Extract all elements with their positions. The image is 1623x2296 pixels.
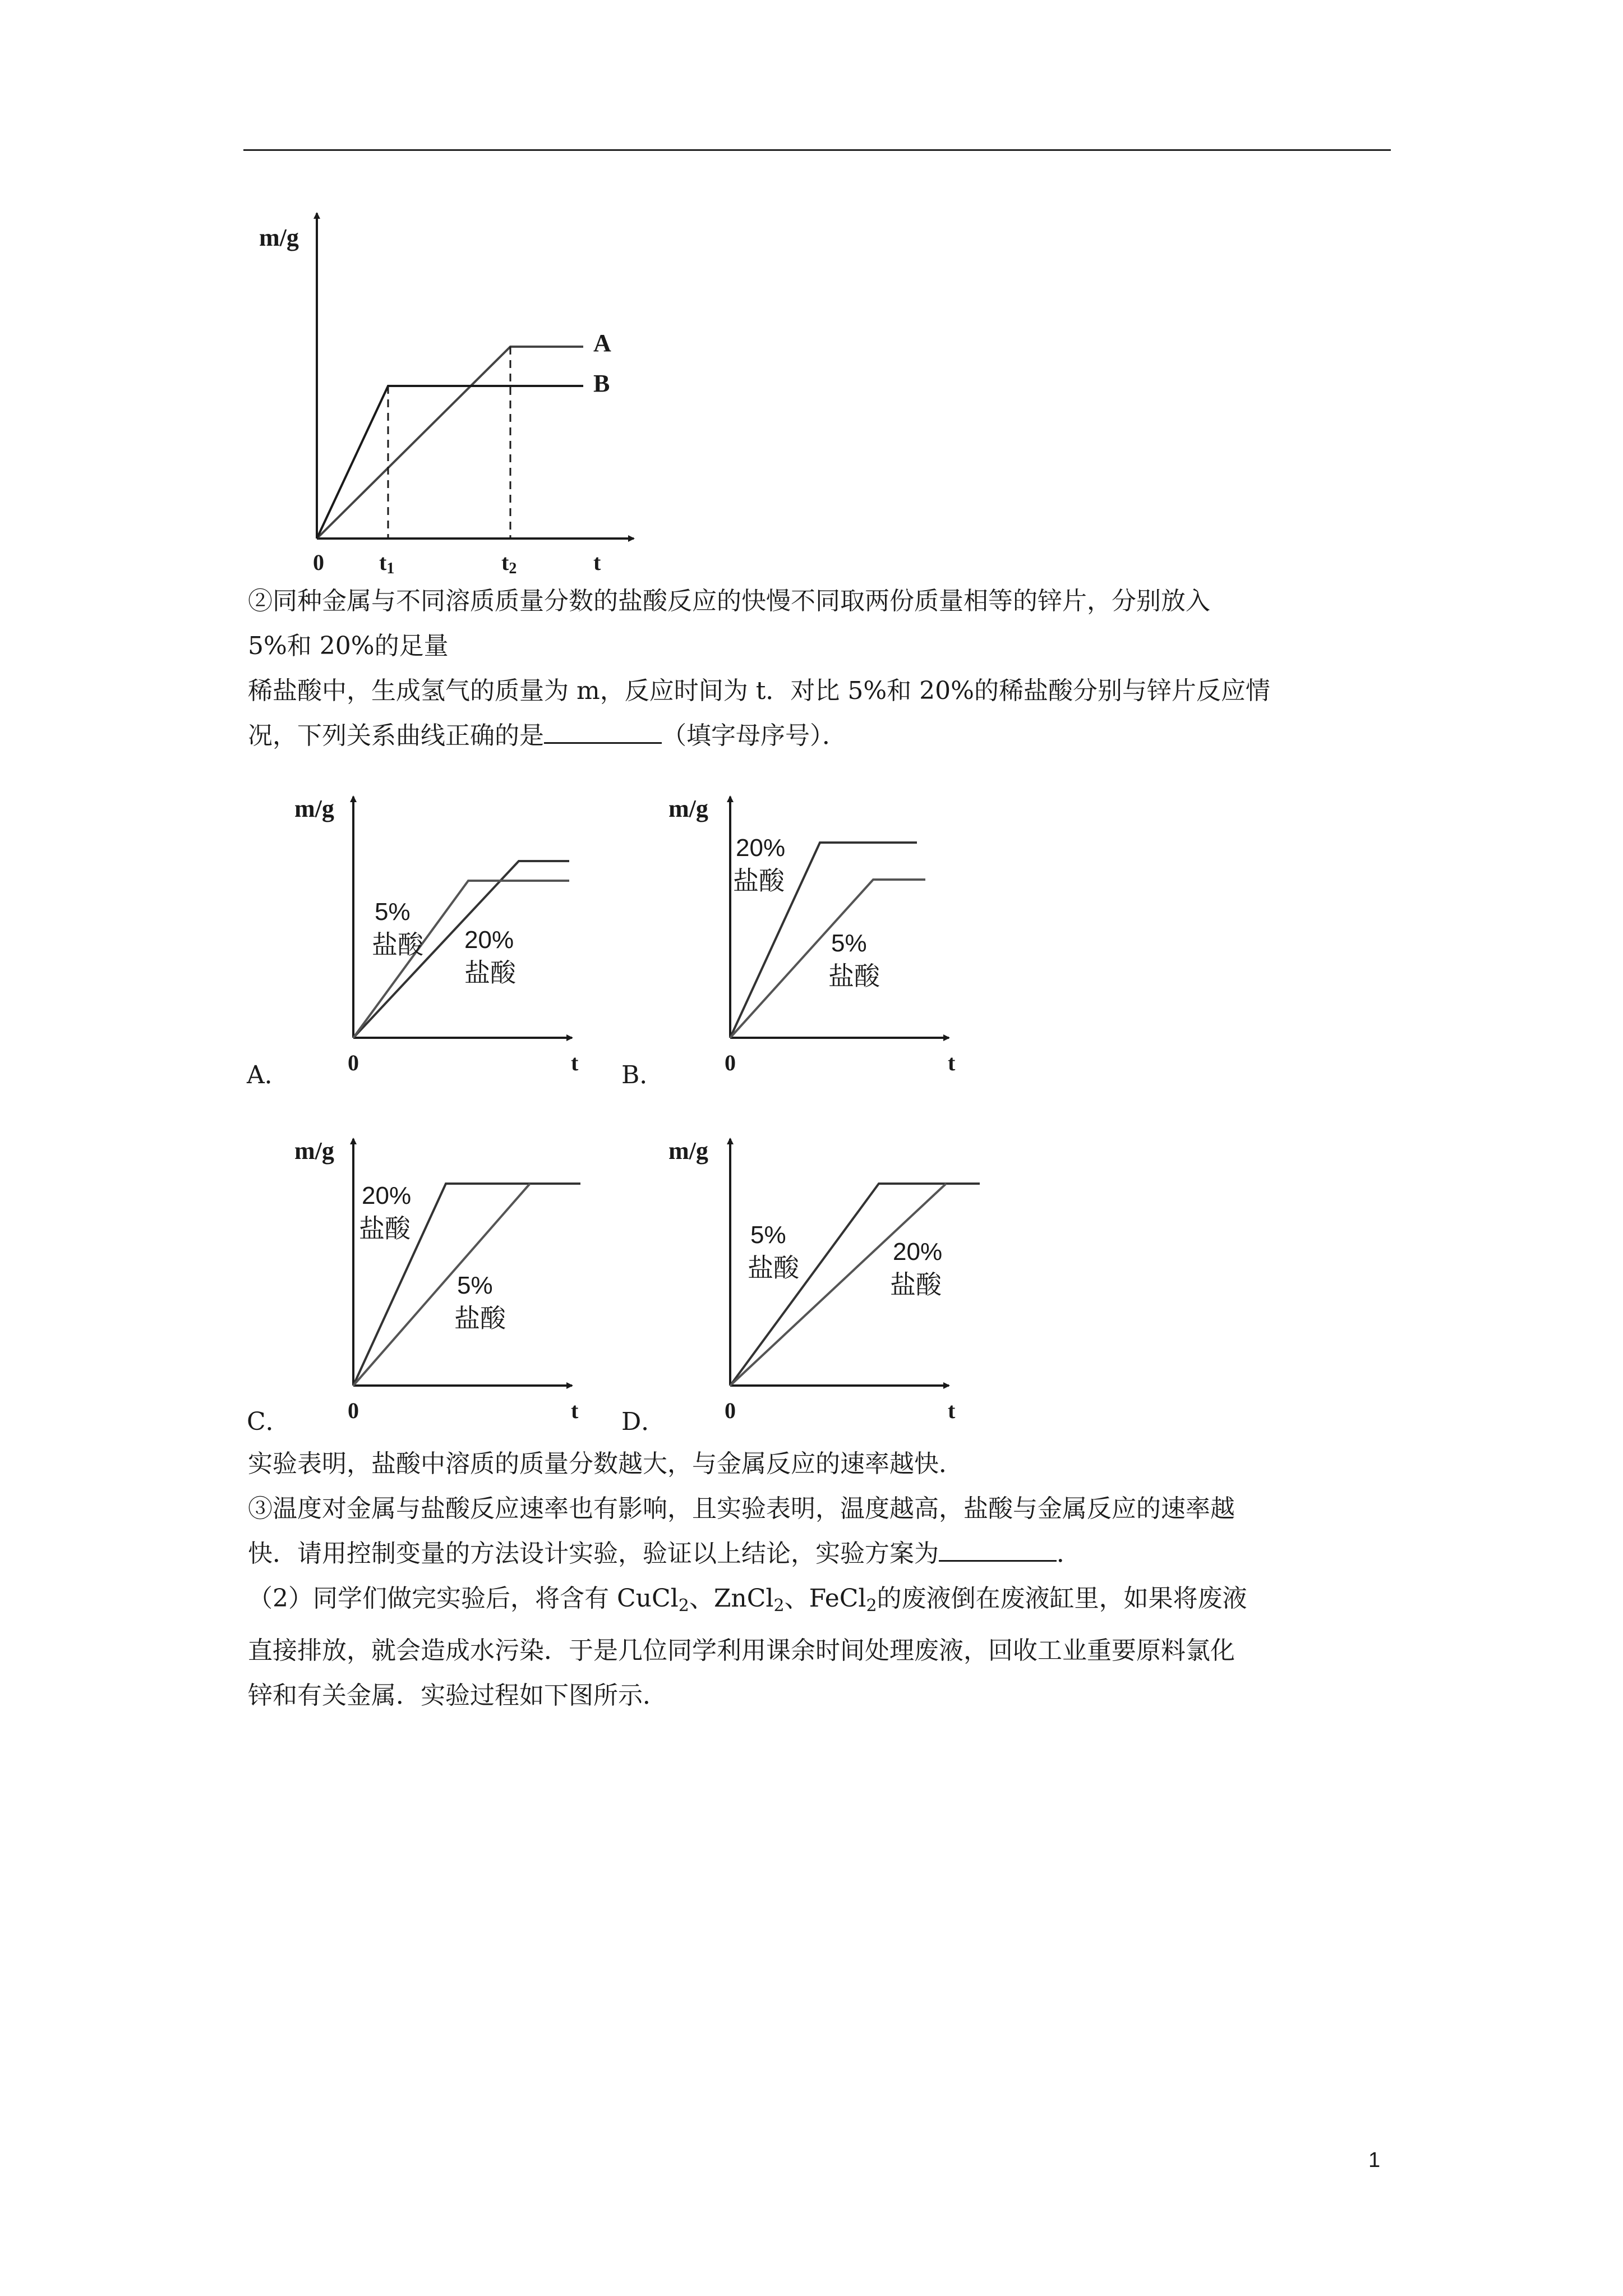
answer-blank-q3[interactable] [939, 1534, 1057, 1562]
option-b-label[interactable]: B． [621, 1061, 665, 1089]
q2-line-4: 况，下列关系曲线正确的是 （填字母序号）． [248, 714, 1392, 758]
y-axis-label: m/g [668, 795, 708, 822]
y-axis-label: m/g [294, 1137, 334, 1165]
page-number: 1 [1368, 2148, 1381, 2172]
figure-mass-vs-time-ab [247, 208, 651, 589]
bottom-conc-label: 20% [464, 926, 514, 954]
option-c-label[interactable]: C． [247, 1407, 291, 1436]
origin-label: 0 [348, 1050, 359, 1075]
part2-line-1: （2）同学们做完实验后，将含有 CuCl$_2$、ZnCl$_2$、FeCl$_2$的废液倒在废液缸里，如果将废液 [248, 1584, 1247, 1616]
bottom-acid-label: 盐酸 [454, 1303, 506, 1333]
x-axis-label: t [948, 1050, 956, 1075]
top-acid-label: 盐酸 [359, 1213, 411, 1244]
x-axis-label: t [948, 1398, 956, 1423]
origin-label: 0 [725, 1050, 736, 1075]
q2-line-2: 5%和 20%的足量 [248, 632, 449, 660]
bottom-acid-label: 盐酸 [464, 958, 516, 988]
line-5pct [730, 1184, 980, 1386]
bottom-acid-label: 盐酸 [828, 961, 880, 991]
top-conc-label: 20% [736, 834, 786, 862]
origin-label: 0 [348, 1398, 359, 1423]
q2-line-3: 稀盐酸中，生成氢气的质量为 m，反应时间为 t．对比 5%和 20%的稀盐酸分别与锌片反应情 [248, 677, 1270, 705]
part2-line-2: 直接排放，就会造成水污染．于是几位同学利用课余时间处理废液，回收工业重要原料氯化 [248, 1636, 1235, 1665]
y-axis-label: m/g [259, 224, 299, 251]
line-a [317, 347, 583, 539]
line-b [317, 386, 583, 539]
following-text [248, 1442, 1392, 1718]
x-axis-label: t [593, 550, 601, 575]
q3-line-1: ③温度对金属与盐酸反应速率也有影响，且实验表明，温度越高，盐酸与金属反应的速率越 [248, 1494, 1235, 1523]
option-a-chart [292, 785, 583, 1077]
conclusion-line: 实验表明，盐酸中溶质的质量分数越大，与金属反应的速率越快． [248, 1450, 963, 1478]
q3-line-2: 快．请用控制变量的方法设计实验，验证以上结论，实验方案为 ． [248, 1531, 1392, 1576]
q2-line-1: ②同种金属与不同溶质质量分数的盐酸反应的快慢不同取两份质量相等的锌片，分别放入 [248, 587, 1210, 615]
question-2 [248, 579, 1392, 758]
x-axis-label: t [571, 1050, 579, 1075]
line-a-label: A [593, 329, 611, 357]
option-d-label[interactable]: D． [621, 1407, 666, 1436]
y-axis-label: m/g [668, 1137, 708, 1165]
top-conc-label: 20% [362, 1182, 412, 1209]
option-b-chart [668, 785, 960, 1077]
t2-label: t2 [501, 550, 517, 577]
bottom-conc-label: 5% [457, 1272, 493, 1299]
answer-blank-q2[interactable] [544, 716, 662, 744]
top-conc-label: 5% [750, 1221, 786, 1249]
origin-label: 0 [313, 550, 324, 575]
top-acid-label: 盐酸 [748, 1253, 799, 1283]
option-c-chart [292, 1128, 583, 1423]
top-conc-label: 5% [375, 898, 411, 926]
header-rule [243, 149, 1391, 151]
bottom-conc-label: 20% [893, 1238, 943, 1266]
option-d-chart [668, 1128, 960, 1423]
part2-line-3: 锌和有关金属．实验过程如下图所示． [248, 1681, 667, 1710]
x-axis-label: t [571, 1398, 579, 1423]
bottom-conc-label: 5% [831, 930, 867, 957]
line-5pct [730, 880, 925, 1038]
line-b-label: B [593, 370, 610, 397]
origin-label: 0 [725, 1398, 736, 1423]
option-a-label[interactable]: A． [247, 1061, 289, 1089]
top-acid-label: 盐酸 [372, 930, 423, 960]
bottom-acid-label: 盐酸 [890, 1269, 942, 1300]
t1-label: t1 [379, 550, 395, 577]
y-axis-label: m/g [294, 795, 334, 822]
top-acid-label: 盐酸 [733, 866, 785, 896]
